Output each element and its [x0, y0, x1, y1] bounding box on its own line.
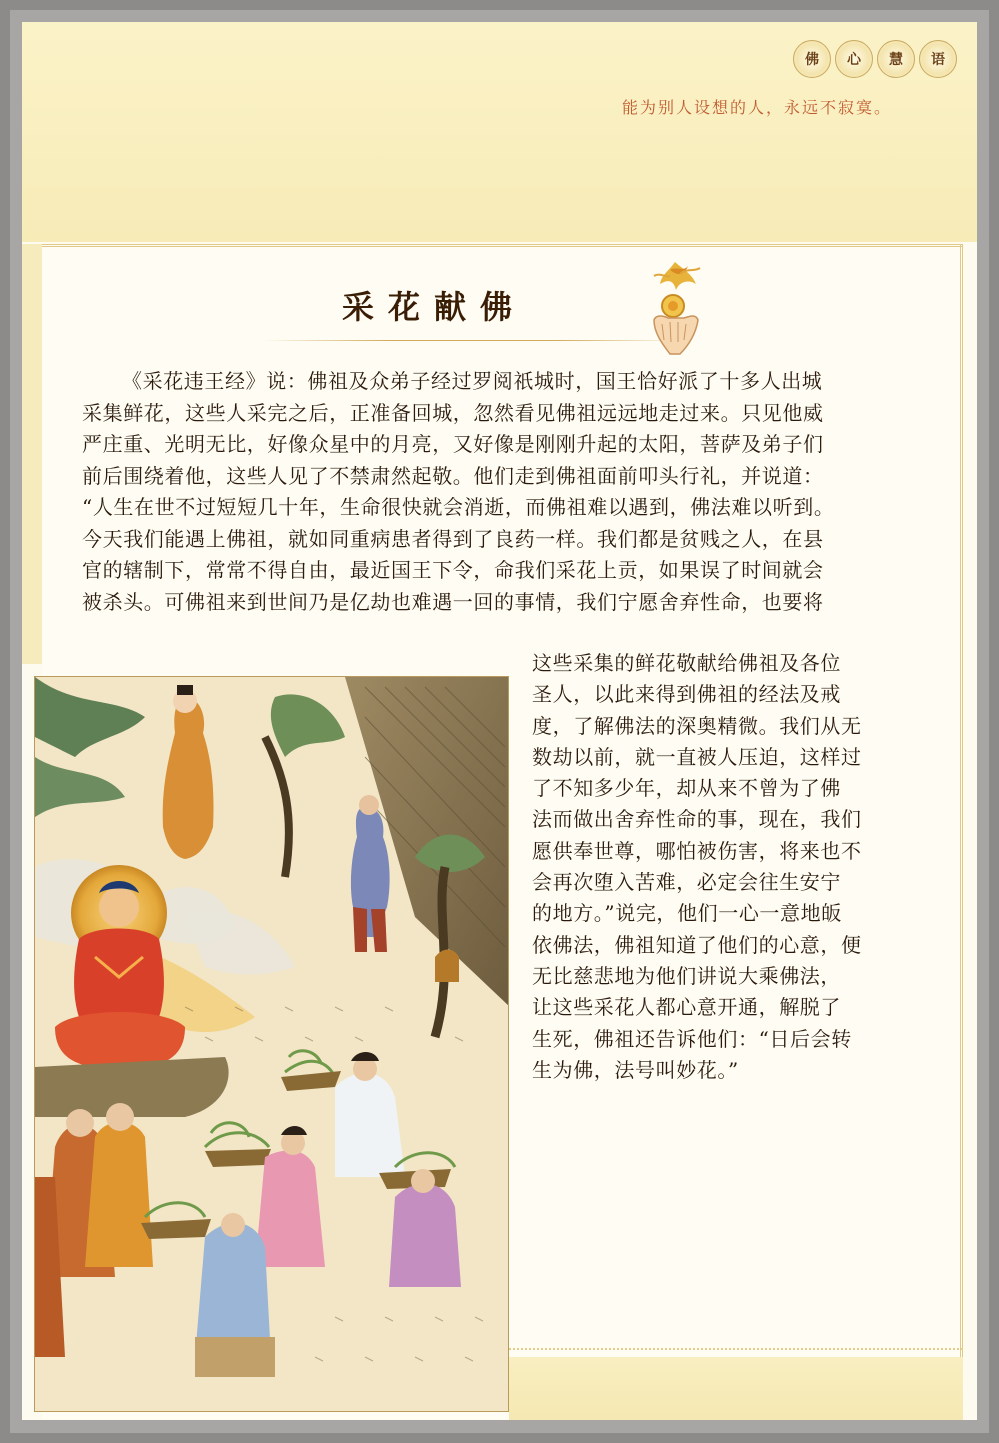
section-tag-char: 心: [835, 40, 873, 78]
body-line: “人生在世不过短短几十年，生命很快就会消逝，而佛祖难以遇到，佛法难以听到。: [82, 495, 835, 519]
body-line: 生死，佛祖还告诉他们：“日后会转: [532, 1026, 852, 1051]
bottom-divider: [509, 1348, 963, 1350]
body-line: 依佛法，佛祖知道了他们的心意，便: [532, 932, 862, 957]
section-tag-char: 佛: [793, 40, 831, 78]
article-title: 采花献佛: [342, 288, 527, 326]
hand-holding-flame-icon: [640, 254, 710, 364]
section-tag-char: 语: [919, 40, 957, 78]
body-line: 生为佛，法号叫妙花。”: [532, 1057, 739, 1082]
panel-top-border: [42, 244, 963, 247]
footer-band: [509, 1357, 963, 1420]
body-line: 了不知多少年，却从来不曾为了佛: [532, 776, 841, 801]
article-body-continued: [532, 648, 892, 1086]
section-tag-char: 慧: [877, 40, 915, 78]
body-line: 愿供奉世尊，哪怕被伤害，将来也不: [532, 838, 862, 863]
body-line: 严庄重、光明无比，好像众星中的月亮，又好像是刚刚升起的太阳，菩萨及弟子们: [82, 432, 824, 456]
painting-scene: [35, 677, 509, 1412]
body-line: 官的辖制下，常常不得自由，最近国王下令，命我们采花上贡，如果误了时间就会: [82, 558, 824, 582]
side-strip: [22, 244, 42, 664]
article-body: [82, 366, 882, 618]
body-line: 圣人，以此来得到佛祖的经法及戒: [532, 682, 841, 707]
book-page: [22, 22, 977, 1420]
body-line: 《采花违王经》说：佛祖及众弟子经过罗阅祇城时，国王恰好派了十多人出城: [122, 369, 823, 393]
body-line: 的地方。”说完，他们一心一意地皈: [532, 901, 842, 926]
body-line: 采集鲜花，这些人采完之后，正准备回城，忽然看见佛祖远远地走过来。只见他威: [82, 400, 824, 425]
header-quote: 能为别人设想的人，永远不寂寞。: [622, 98, 893, 117]
body-line: 今天我们能遇上佛祖，就如同重病患者得到了良药一样。我们都是贫贱之人，在县: [82, 526, 824, 551]
body-line: 让这些采花人都心意开通，解脱了: [532, 995, 841, 1020]
body-line: 度，了解佛法的深奥精微。我们从无: [532, 713, 862, 738]
body-line: 无比慈悲地为他们讲说大乘佛法，: [532, 963, 841, 988]
body-line: 数劫以前，就一直被人压迫，这样过: [532, 744, 862, 769]
body-line: 被杀头。可佛祖来到世间乃是亿劫也难遇一回的事情，我们宁愿舍弃性命，也要将: [82, 589, 824, 614]
title-underline: [262, 340, 682, 341]
body-line: 会再次堕入苦难，必定会往生安宁: [532, 870, 841, 895]
body-line: 这些采集的鲜花敬献给佛祖及各位: [532, 651, 841, 675]
painting-illustration: [34, 676, 509, 1412]
section-tag: [793, 40, 957, 78]
body-line: 法而做出舍弃性命的事，现在，我们: [532, 807, 862, 832]
body-line: 前后围绕着他，这些人见了不禁肃然起敬。他们走到佛祖面前叩头行礼，并说道：: [82, 463, 824, 488]
